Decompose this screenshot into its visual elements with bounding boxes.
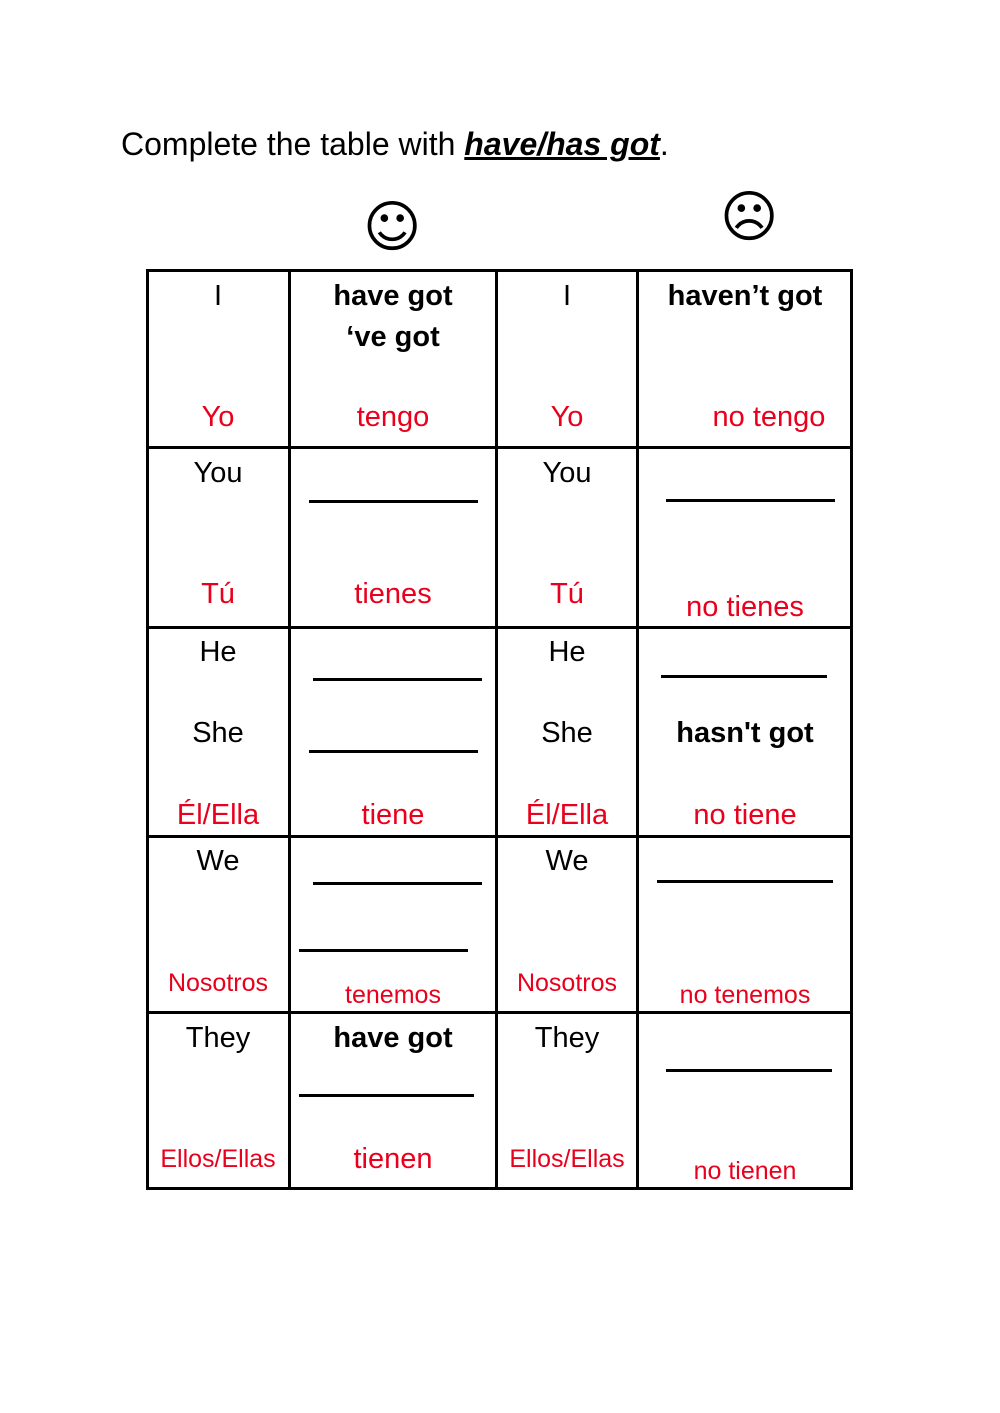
negative-pronoun-cell: They	[534, 1022, 600, 1054]
negative-pronoun-translation: Nosotros	[516, 969, 618, 997]
instruction-lead: Complete the table with	[121, 126, 465, 162]
affirmative-translation: tienen	[353, 1143, 433, 1175]
answer-blank[interactable]	[309, 750, 478, 753]
row-divider	[149, 626, 850, 629]
affirmative-translation: tiene	[361, 799, 425, 831]
answer-blank[interactable]	[309, 500, 478, 503]
pronoun-translation: Tú	[201, 578, 235, 610]
negative-pronoun-cell: We	[545, 845, 589, 877]
frowning-face-icon: ☹	[720, 185, 779, 250]
pronoun-translation: Él/Ella	[176, 799, 260, 831]
pronoun-cell: I	[213, 280, 223, 312]
affirmative-contraction: ‘ve got	[346, 321, 440, 353]
pronoun-cell: They	[185, 1022, 251, 1054]
negative-translation: no tengo	[712, 401, 826, 433]
affirmative-form: have got	[333, 280, 453, 312]
negative-pronoun-translation: Yo	[550, 401, 584, 433]
negative-translation: no tienes	[686, 591, 804, 623]
answer-blank[interactable]	[657, 880, 833, 883]
negative-pronoun-cell: I	[562, 280, 572, 312]
negative-translation: no tenemos	[679, 981, 811, 1009]
pronoun-cell-second: She	[192, 717, 244, 749]
column-divider	[495, 272, 498, 1187]
negative-pronoun-translation: Tú	[550, 578, 584, 610]
answer-blank[interactable]	[313, 882, 482, 885]
pronoun-translation: Ellos/Ellas	[160, 1145, 276, 1173]
column-divider	[636, 272, 639, 1187]
negative-form: hasn't got	[676, 717, 814, 749]
row-divider	[149, 835, 850, 838]
instruction-text	[121, 124, 669, 164]
pronoun-cell: You	[193, 457, 243, 489]
answer-blank[interactable]	[313, 678, 482, 681]
negative-pronoun-cell: He	[548, 636, 586, 668]
affirmative-form: have got	[333, 1022, 453, 1054]
smiling-face-icon: ☺	[363, 195, 422, 260]
row-divider	[149, 446, 850, 449]
answer-blank[interactable]	[666, 1069, 832, 1072]
instruction-keyword: have/has got	[464, 126, 660, 162]
affirmative-translation: tengo	[356, 401, 430, 433]
negative-pronoun-translation: Ellos/Ellas	[509, 1145, 625, 1173]
negative-pronoun-translation: Él/Ella	[525, 799, 609, 831]
answer-blank[interactable]	[299, 1094, 474, 1097]
pronoun-cell: We	[196, 845, 240, 877]
negative-pronoun-cell: You	[542, 457, 592, 489]
conjugation-table	[146, 269, 853, 1190]
answer-blank[interactable]	[661, 675, 827, 678]
pronoun-translation: Yo	[201, 401, 235, 433]
answer-blank[interactable]	[299, 949, 468, 952]
instruction-end: .	[659, 126, 669, 162]
negative-pronoun-cell-second: She	[541, 717, 593, 749]
answer-blank[interactable]	[666, 499, 835, 502]
negative-translation: no tiene	[693, 799, 797, 831]
affirmative-translation: tenemos	[345, 981, 441, 1009]
pronoun-cell: He	[199, 636, 237, 668]
negative-translation: no tienen	[693, 1157, 797, 1185]
negative-form: haven’t got	[667, 280, 823, 312]
pronoun-translation: Nosotros	[167, 969, 269, 997]
affirmative-translation: tienes	[354, 578, 432, 610]
column-divider	[288, 272, 291, 1187]
